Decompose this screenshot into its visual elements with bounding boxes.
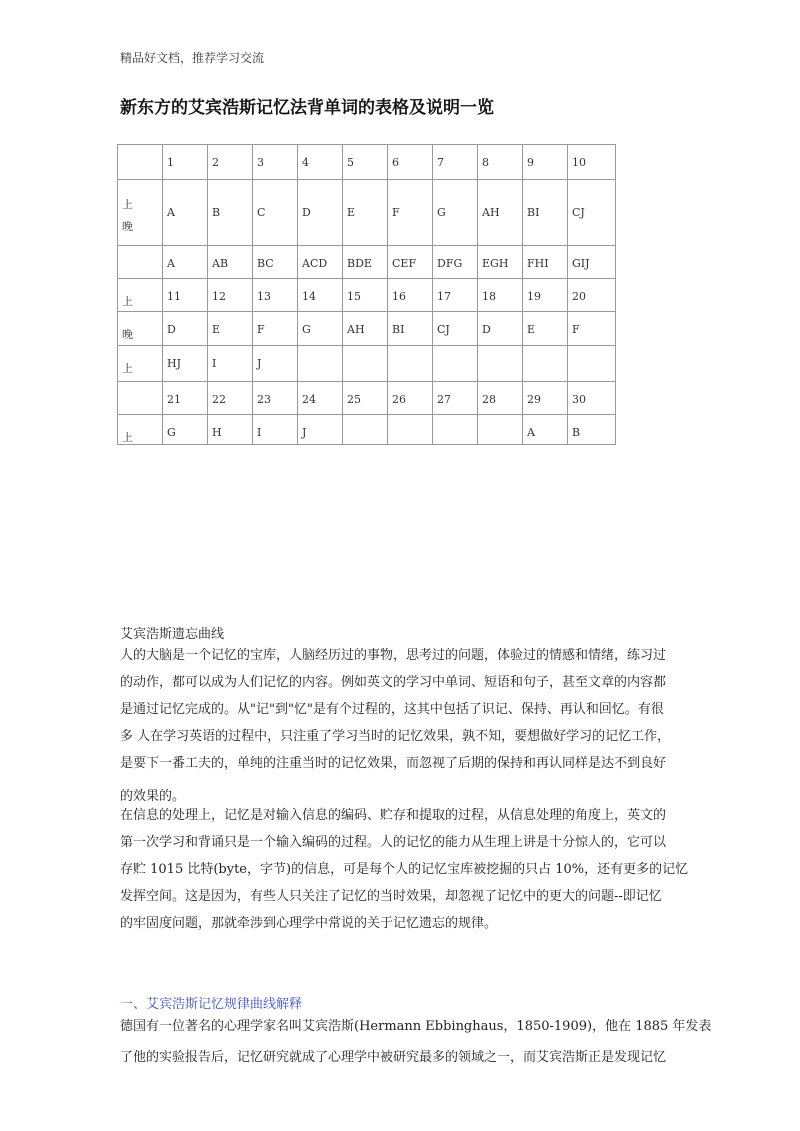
cell-value: B — [572, 426, 581, 439]
cell-value: 12 — [212, 290, 226, 303]
cell-value: 17 — [437, 290, 451, 303]
table-cell — [568, 279, 616, 312]
cell-value: F — [257, 323, 265, 336]
table-cell — [568, 180, 616, 246]
cell-value: I — [212, 357, 217, 370]
cell-value: 10 — [572, 156, 586, 169]
table-cell — [433, 312, 478, 346]
table-cell — [568, 382, 616, 415]
table-cell — [388, 382, 433, 415]
paragraph-line: 德国有一位著名的心理学家名叫艾宾浩斯(Hermann Ebbinghaus，1850-1909)，他在 1885 年发表 — [120, 1019, 712, 1034]
cell-value: I — [257, 426, 262, 439]
cell-value: AB — [212, 257, 229, 270]
table-cell — [523, 279, 568, 312]
table-row — [118, 180, 616, 246]
table-cell — [253, 382, 298, 415]
cell-value: D — [482, 323, 491, 336]
table-cell — [478, 382, 523, 415]
cell-value: EGH — [482, 257, 509, 270]
row-label-cell — [118, 415, 163, 445]
table-row — [118, 346, 616, 382]
table-cell — [298, 279, 343, 312]
paragraph-line: 是要下一番工夫的，单纯的注重当时的记忆效果，而忽视了后期的保持和再认同样是达不到良好 — [120, 756, 667, 771]
cell-value: G — [167, 426, 176, 439]
cell-value: 22 — [212, 393, 226, 406]
table-row — [118, 382, 616, 415]
table-cell — [208, 145, 253, 180]
table-cell — [388, 415, 433, 445]
table-cell — [163, 180, 208, 246]
cell-value: 20 — [572, 290, 586, 303]
paragraph-line: 人的大脑是一个记忆的宝库，人脑经历过的事物，思考过的问题，体验过的情感和情绪，练习过 — [120, 648, 667, 663]
table-row — [118, 312, 616, 346]
table-cell — [298, 346, 343, 382]
table-cell — [523, 145, 568, 180]
cell-value: E — [212, 323, 221, 336]
table-cell — [208, 180, 253, 246]
cell-value: 27 — [437, 393, 451, 406]
table-cell — [298, 415, 343, 445]
cell-value: G — [302, 323, 311, 336]
row-label-cell — [118, 180, 163, 246]
cell-value: CJ — [572, 206, 585, 219]
table-cell — [298, 145, 343, 180]
cell-value: 18 — [482, 290, 496, 303]
table-cell — [433, 246, 478, 279]
table-cell — [163, 415, 208, 445]
cell-value: 7 — [437, 156, 444, 169]
row-label-cell — [118, 279, 163, 312]
table-cell — [343, 346, 388, 382]
table-cell — [388, 346, 433, 382]
table-cell — [523, 415, 568, 445]
table-cell — [388, 246, 433, 279]
cell-value: 14 — [302, 290, 316, 303]
table-cell — [343, 180, 388, 246]
paragraph-line: 发挥空间。这是因为，有些人只关注了记忆的当时效果，却忽视了记忆中的更大的问题--即记忆 — [120, 889, 662, 904]
cell-value: 15 — [347, 290, 361, 303]
table-cell — [343, 145, 388, 180]
cell-value: 30 — [572, 393, 586, 406]
cell-value: E — [347, 206, 356, 219]
table-cell — [163, 382, 208, 415]
row-label: 晚 — [122, 328, 133, 341]
row-label-cell — [118, 145, 163, 180]
table-cell — [478, 312, 523, 346]
table-cell — [523, 382, 568, 415]
table-cell — [298, 312, 343, 346]
table-cell — [478, 279, 523, 312]
cell-value: 19 — [527, 290, 541, 303]
table-cell — [253, 180, 298, 246]
cell-value: A — [527, 426, 535, 439]
table-cell — [343, 415, 388, 445]
section-heading-curve-explanation: 一、艾宾浩斯记忆规律曲线解释 — [120, 997, 303, 1012]
cell-value: A — [167, 257, 175, 270]
intro-paragraph — [120, 642, 671, 810]
table-cell — [433, 346, 478, 382]
table-cell — [523, 180, 568, 246]
table-cell — [478, 415, 523, 445]
table-cell — [253, 346, 298, 382]
cell-value: 23 — [257, 393, 271, 406]
cell-value: H — [212, 426, 222, 439]
table-cell — [568, 145, 616, 180]
table-cell — [163, 279, 208, 312]
table-cell — [388, 180, 433, 246]
cell-value: AH — [347, 323, 365, 336]
cell-value: J — [257, 357, 262, 370]
cell-value: G — [437, 206, 446, 219]
cell-value: 9 — [527, 156, 534, 169]
cell-value: C — [257, 206, 266, 219]
cell-value: 5 — [347, 156, 354, 169]
memory-processing-paragraph — [120, 802, 689, 937]
row-label-cell — [118, 346, 163, 382]
table-cell — [208, 279, 253, 312]
cell-value: 8 — [482, 156, 489, 169]
table-row — [118, 145, 616, 180]
page-header: 精品好文档，推荐学习交流 — [120, 51, 265, 65]
cell-value: 29 — [527, 393, 541, 406]
paragraph-line: 的效果的。 — [120, 789, 186, 804]
cell-value: B — [212, 206, 221, 219]
row-label: 上 — [122, 362, 133, 375]
table-cell — [163, 145, 208, 180]
section-heading-forgetting-curve: 艾宾浩斯遗忘曲线 — [120, 627, 225, 642]
ebbinghaus-paragraph — [120, 1011, 712, 1073]
table-row — [118, 415, 616, 445]
table-cell — [208, 346, 253, 382]
cell-value: 21 — [167, 393, 181, 406]
table-cell — [163, 312, 208, 346]
cell-value: 1 — [167, 156, 174, 169]
cell-value: BI — [392, 323, 405, 336]
table-row — [118, 279, 616, 312]
paragraph-line: 在信息的处理上，记忆是对输入信息的编码、贮存和提取的过程，从信息处理的角度上，英文的 — [120, 808, 667, 823]
table-cell — [253, 246, 298, 279]
table-cell — [433, 145, 478, 180]
table-row — [118, 246, 616, 279]
table-cell — [568, 415, 616, 445]
paragraph-line: 了他的实验报告后，记忆研究就成了心理学中被研究最多的领域之一，而艾宾浩斯正是发现记忆 — [120, 1050, 667, 1065]
row-label: 上 — [122, 295, 133, 308]
table-cell — [478, 180, 523, 246]
table-cell — [208, 382, 253, 415]
paragraph-line: 第一次学习和背诵只是一个输入编码的过程。人的记忆的能力从生理上讲是十分惊人的，它可以 — [120, 835, 667, 850]
cell-value: AH — [482, 206, 500, 219]
table-cell — [568, 346, 616, 382]
cell-value: 24 — [302, 393, 316, 406]
cell-value: BC — [257, 257, 274, 270]
review-schedule-table-container — [117, 144, 617, 480]
cell-value: 4 — [302, 156, 309, 169]
table-cell — [433, 180, 478, 246]
table-cell — [433, 382, 478, 415]
cell-value: DFG — [437, 257, 463, 270]
cell-value: BDE — [347, 257, 372, 270]
cell-value: 2 — [212, 156, 219, 169]
row-label-cell — [118, 382, 163, 415]
paragraph-line: 存贮 1015 比特(byte，字节)的信息，可是每个人的记忆宝库被挖掘的只占 10%，还有更多的记忆 — [120, 862, 689, 877]
row-label-cell — [118, 246, 163, 279]
cell-value: 6 — [392, 156, 399, 169]
table-cell — [478, 246, 523, 279]
cell-value: 13 — [257, 290, 271, 303]
cell-value: ACD — [302, 257, 328, 270]
table-cell — [568, 312, 616, 346]
table-cell — [343, 279, 388, 312]
cell-value: CEF — [392, 257, 417, 270]
cell-value: J — [302, 426, 307, 439]
cell-value: 11 — [167, 290, 181, 303]
table-cell — [253, 145, 298, 180]
cell-value: A — [167, 206, 175, 219]
table-cell — [478, 145, 523, 180]
cell-value: BI — [527, 206, 540, 219]
cell-value: E — [527, 323, 536, 336]
table-cell — [343, 246, 388, 279]
table-cell — [163, 246, 208, 279]
table-cell — [388, 312, 433, 346]
paragraph-line: 的牢固度问题，那就牵涉到心理学中常说的关于记忆遗忘的规律。 — [120, 916, 498, 931]
row-label: 上 晚 — [122, 198, 133, 233]
table-cell — [208, 246, 253, 279]
table-cell — [388, 145, 433, 180]
table-cell — [343, 312, 388, 346]
table-cell — [388, 279, 433, 312]
table-cell — [568, 246, 616, 279]
table-cell — [478, 346, 523, 382]
table-cell — [433, 415, 478, 445]
document-title: 新东方的艾宾浩斯记忆法背单词的表格及说明一览 — [120, 98, 494, 118]
row-label-cell — [118, 312, 163, 346]
table-cell — [208, 312, 253, 346]
cell-value: HJ — [167, 357, 182, 370]
table-cell — [523, 312, 568, 346]
table-cell — [163, 346, 208, 382]
cell-value: D — [302, 206, 311, 219]
table-cell — [523, 246, 568, 279]
cell-value: CJ — [437, 323, 450, 336]
row-label: 上 — [122, 431, 133, 444]
table-cell — [433, 279, 478, 312]
cell-value: 28 — [482, 393, 496, 406]
table-cell — [298, 180, 343, 246]
table-cell — [253, 279, 298, 312]
cell-value: 25 — [347, 393, 361, 406]
cell-value: FHI — [527, 257, 549, 270]
table-cell — [298, 246, 343, 279]
cell-value: 3 — [257, 156, 264, 169]
table-cell — [253, 415, 298, 445]
table-cell — [298, 382, 343, 415]
table-cell — [208, 415, 253, 445]
paragraph-line: 是通过记忆完成的。从"记"到"忆"是有个过程的，这其中包括了识记、保持、再认和回忆。有很 — [120, 702, 664, 717]
cell-value: 26 — [392, 393, 406, 406]
cell-value: D — [167, 323, 176, 336]
paragraph-line: 的动作，都可以成为人们记忆的内容。例如英文的学习中单词、短语和句子，甚至文章的内容都 — [120, 675, 667, 690]
table-cell — [343, 382, 388, 415]
table-cell — [523, 346, 568, 382]
cell-value: GIJ — [572, 257, 590, 270]
review-schedule-table — [117, 144, 616, 445]
paragraph-line: 多 人在学习英语的过程中，只注重了学习当时的记忆效果，孰不知，要想做好学习的记忆工作， — [120, 729, 671, 744]
cell-value: F — [392, 206, 400, 219]
table-cell — [253, 312, 298, 346]
cell-value: 16 — [392, 290, 406, 303]
cell-value: F — [572, 323, 580, 336]
